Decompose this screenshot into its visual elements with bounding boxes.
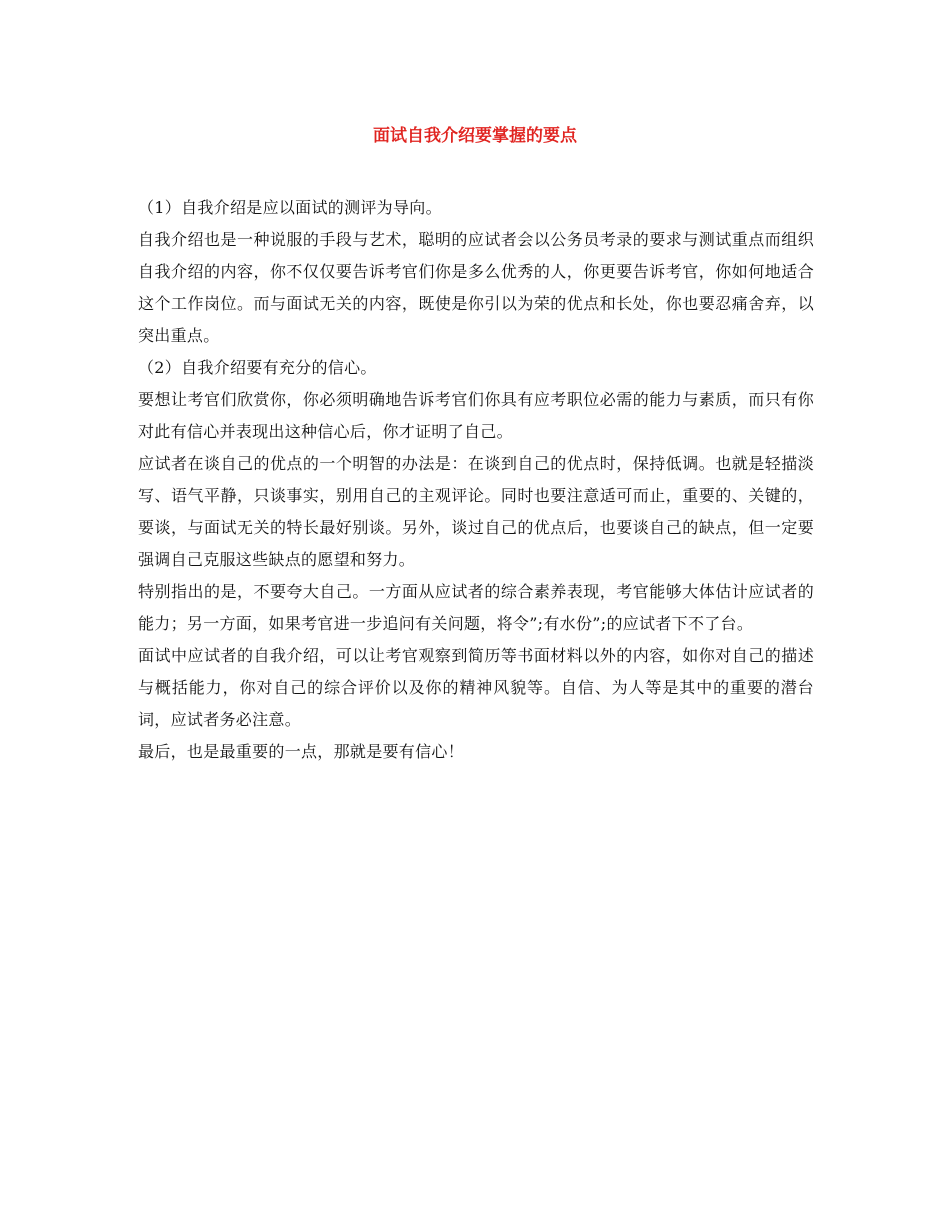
paragraph-5: 应试者在谈自己的优点的一个明智的办法是：在谈到自己的优点时，保持低调。也就是轻描淡写、语气平静，只谈事实，别用自己的主观评论。同时也要注意适可而止，重要的、关键的，要谈，与面试无关的特长最好别谈。另外，谈过自己的优点后，也要谈自己的缺点，但一定要强调自己克服这些缺点的愿望和努力。 — [138, 454, 814, 569]
paragraph-3: （2）自我介绍要有充分的信心。 — [138, 358, 377, 377]
document-title: 面试自我介绍要掌握的要点 — [373, 126, 577, 146]
paragraph-1: （1）自我介绍是应以面试的测评为导向。 — [138, 198, 442, 217]
document-body — [138, 192, 814, 768]
paragraph-7: 面试中应试者的自我介绍，可以让考官观察到简历等书面材料以外的内容，如你对自己的描述与概括能力，你对自己的综合评价以及你的精神风貌等。自信、为人等是其中的重要的潜台词，应试者务必注意。 — [138, 646, 814, 729]
paragraph-2: 自我介绍也是一种说服的手段与艺术，聪明的应试者会以公务员考录的要求与测试重点而组织自我介绍的内容，你不仅仅要告诉考官们你是多么优秀的人，你更要告诉考官，你如何地适合这个工作岗位。而与面试无关的内容，既使是你引以为荣的优点和长处，你也要忍痛舍弃，以突出重点。 — [138, 230, 814, 345]
paragraph-4: 要想让考官们欣赏你，你必须明确地告诉考官们你具有应考职位必需的能力与素质，而只有你对此有信心并表现出这种信心后，你才证明了自己。 — [138, 390, 814, 441]
paragraph-6: 特别指出的是，不要夸大自己。一方面从应试者的综合素养表现，考官能够大体估计应试者的能力；另一方面，如果考官进一步追问有关问题，将令”;有水份”;的应试者下不了台。 — [138, 582, 814, 633]
paragraph-8: 最后，也是最重要的一点，那就是要有信心！ — [138, 742, 465, 761]
